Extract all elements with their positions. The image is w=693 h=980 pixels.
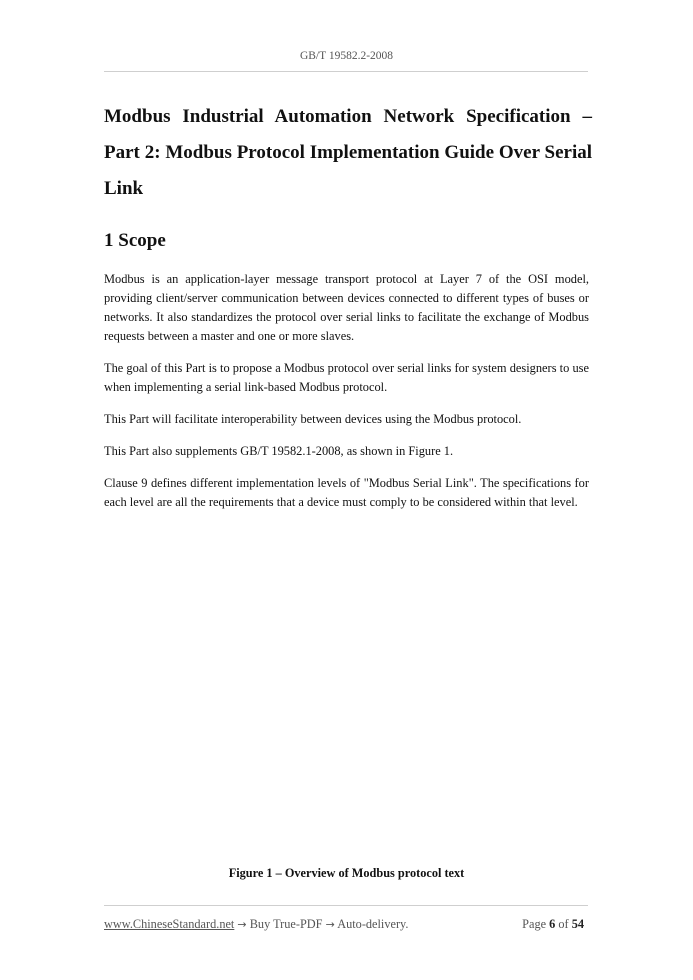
running-header: GB/T 19582.2-2008 bbox=[299, 50, 394, 62]
paragraph: Clause 9 defines different implementation levels of "Modbus Serial Link". The specifications for each level are all the requirements that a device must comply to be considered within that level. bbox=[104, 476, 589, 509]
document-title: Modbus Industrial Automation Network Specification – Part 2: Modbus Protocol Implementation Guide Over Serial Link bbox=[104, 106, 592, 199]
footer-promo bbox=[104, 917, 408, 932]
of-label: of bbox=[558, 917, 569, 931]
figure-caption: Figure 1 – Overview of Modbus protocol text bbox=[228, 866, 465, 880]
arrow-right-icon: → bbox=[237, 918, 247, 931]
page-number bbox=[522, 917, 584, 932]
scope-body bbox=[104, 270, 589, 525]
paragraph: The goal of this Part is to propose a Modbus protocol over serial links for system designers to use when implementing a serial link-based Modbus protocol. bbox=[104, 361, 589, 394]
section-heading-scope: 1 Scope bbox=[104, 230, 166, 251]
paragraph: This Part will facilitate interoperability between devices using the Modbus protocol. bbox=[104, 412, 522, 426]
paragraph: Modbus is an application-layer message transport protocol at Layer 7 of the OSI model, providing client/server communication between devices connected to different types of buses or networks. It also standardizes the protocol over serial links to facilitate the exchange of Modbus requests between a master and one or more slaves. bbox=[104, 272, 589, 343]
arrow-right-icon: → bbox=[325, 918, 335, 931]
auto-delivery-text: Auto-delivery. bbox=[337, 917, 409, 931]
header-divider bbox=[104, 71, 588, 72]
site-link[interactable]: www.ChineseStandard.net bbox=[104, 917, 235, 931]
total-pages: 54 bbox=[571, 917, 584, 931]
footer-divider bbox=[104, 905, 588, 906]
buy-true-pdf-text: Buy True-PDF bbox=[249, 917, 323, 931]
page-label: Page bbox=[522, 917, 547, 931]
current-page: 6 bbox=[549, 917, 556, 931]
paragraph: This Part also supplements GB/T 19582.1-2008, as shown in Figure 1. bbox=[104, 444, 454, 458]
